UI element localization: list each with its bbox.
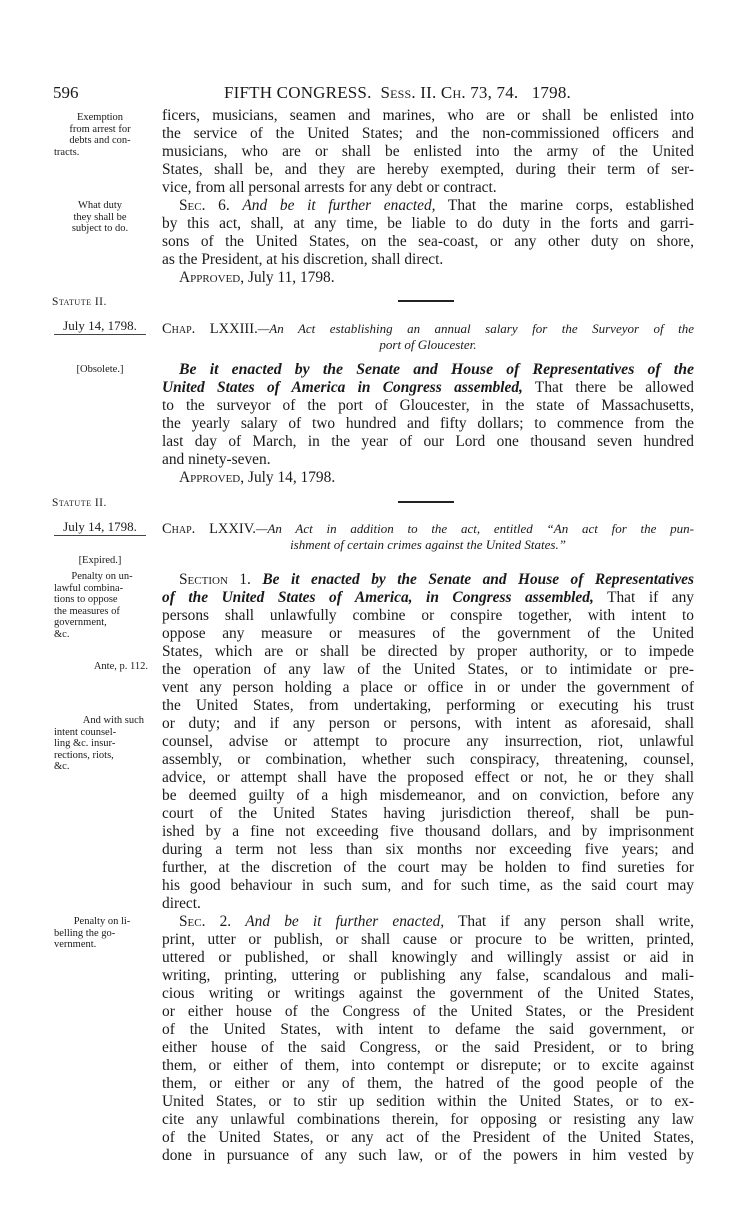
text-line: States, shall be, and they are hereby exempted, during their term of ser- xyxy=(162,161,694,178)
text-line: the yearly salary of two hundred and fifty dollars; to commence from the xyxy=(162,415,694,432)
enacting-phrase: And be it further enacted, xyxy=(242,197,436,214)
margin-line: Exemption xyxy=(76,112,124,123)
page-header xyxy=(53,83,693,105)
statute-label xyxy=(52,297,148,309)
statute-label xyxy=(52,498,148,510)
text-line: writing, printing, uttering or publishing any false, scandalous and mali- xyxy=(162,967,694,984)
text-line: United States, or to stir up sedition within the United States, or to ex- xyxy=(162,1093,694,1110)
chapter-title: —An Act in addition to the act, entitled “An act for the pun- xyxy=(255,521,694,536)
margin-note-insurrections xyxy=(54,715,150,773)
status-note xyxy=(52,364,148,376)
chapter-label: Chap. xyxy=(162,321,196,337)
text-line: cious writing or writings against the government of the United States, xyxy=(162,985,694,1002)
chapter-date xyxy=(52,320,148,335)
enacting-phrase: of the United States of America, in Congress assembled, xyxy=(162,589,594,606)
running-head-year: 1798. xyxy=(531,83,571,102)
margin-line: tions to oppose xyxy=(54,594,118,605)
chapter-74-heading xyxy=(162,521,694,553)
margin-line: subject to do. xyxy=(71,223,129,234)
text-line: ficers, musicians, seamen and marines, who are or shall be enlisted into xyxy=(162,107,694,124)
cross-reference-text: Ante, p. 112. xyxy=(93,661,148,672)
running-head-session: Sess. II. Ch. 73, 74. xyxy=(380,83,519,102)
date-underline xyxy=(54,535,146,536)
approved-line xyxy=(162,469,694,487)
margin-note-exemption xyxy=(52,112,148,158)
enacting-phrase: Be it enacted by the Senate and House of Representatives xyxy=(262,571,694,588)
text-line: or duty; and if any person or persons, with intent as aforesaid, shall xyxy=(162,715,694,732)
text-line: of the United States, or any act of the President of the United States, xyxy=(162,1129,694,1146)
section-label: Sec. 6. xyxy=(179,197,230,214)
margin-line: intent counsel- xyxy=(54,726,117,738)
text-line: done in pursuance of any such law, or of the powers in him vested by xyxy=(162,1147,694,1164)
margin-line: Penalty on li- xyxy=(73,916,131,927)
section-6-first-line xyxy=(162,197,694,215)
text-line: vice, from all personal arrests for any debt or contract. xyxy=(162,179,497,196)
status-text: [Expired.] xyxy=(78,555,122,566)
enacting-phrase: And be it further enacted, xyxy=(245,913,445,930)
text-line: during a term not less than six months nor exceeding five years; and xyxy=(162,841,694,858)
text-line: and ninety-seven. xyxy=(162,451,271,468)
margin-line: from arrest for xyxy=(69,123,131,135)
margin-line: And with such xyxy=(82,715,144,726)
chapter-date xyxy=(52,521,148,536)
margin-line: government, xyxy=(54,617,107,628)
section-label: Sec. 2. xyxy=(179,913,232,930)
margin-line: lawful combina- xyxy=(54,582,124,594)
chapter-title-cont: ishment of certain crimes against the United States.” xyxy=(290,537,566,552)
statute-text: Statute II. xyxy=(52,296,107,308)
status-text: [Obsolete.] xyxy=(76,364,124,375)
text-line: States, which are or shall be directed by proper authority, or to impede xyxy=(162,643,694,660)
date-text: July 14, 1798. xyxy=(63,318,137,333)
text-line: uttered or published, or shall knowingly and willingly assist or aid in xyxy=(162,949,694,966)
section-1-second-line xyxy=(162,589,694,607)
text-line: direct. xyxy=(162,895,201,912)
text-line: his good behaviour in such sum, and for such time, as the said court may xyxy=(162,877,694,894)
text-span: That the marine corps, established xyxy=(447,197,694,214)
text-line: as the President, at his discretion, shall direct. xyxy=(162,251,444,268)
text-span: That if any person shall write, xyxy=(457,913,695,930)
chapter-title-cont: port of Gloucester. xyxy=(379,337,477,352)
margin-line: &c. xyxy=(54,761,70,772)
enacting-clause: Be it enacted by the Senate and House of Representatives of the xyxy=(179,361,694,378)
margin-line: Penalty on un- xyxy=(71,571,133,582)
text-line: cite any unlawful combinations therein, for opposing or resisting any law xyxy=(162,1111,694,1128)
approved-label: Approved, xyxy=(179,469,245,486)
margin-line: they shall be xyxy=(73,211,127,223)
chapter-number: LXXIV. xyxy=(209,521,256,537)
section-divider xyxy=(398,300,454,302)
section-2-first-line xyxy=(162,913,694,931)
margin-line: &c. xyxy=(54,628,70,640)
text-line: of the United States, with intent to defame the said government, or xyxy=(162,1021,694,1038)
text-line: assembly, or combination, whether such conspiracy, threatening, counsel, xyxy=(162,751,694,768)
text-line: or either house of the Congress of the United States, or the President xyxy=(162,1003,694,1020)
approved-date: July 11, 1798. xyxy=(247,269,335,286)
margin-note-unlawful-combinations xyxy=(54,571,150,640)
approved-date: July 14, 1798. xyxy=(247,469,336,486)
margin-line: the measures of xyxy=(54,605,120,617)
margin-line: vernment. xyxy=(54,939,97,950)
text-span: That if any xyxy=(607,589,694,606)
text-line: the United States, from undertaking, performing or executing his trust xyxy=(162,697,694,714)
margin-line: belling the go- xyxy=(54,927,116,939)
text-line: be deemed guilty of a high misdemeanor, and on conviction, before any xyxy=(162,787,694,804)
text-line: them, or either of them, into contempt or disrepute; or to excite against xyxy=(162,1057,694,1074)
margin-line: tracts. xyxy=(54,146,80,158)
text-line: advice, or attempt shall have the proposed effect or not, he or they shall xyxy=(162,769,694,786)
date-underline xyxy=(54,334,146,335)
margin-note-libelling xyxy=(54,916,150,951)
chapter-title: —An Act establishing an annual salary for the Surveyor of the xyxy=(257,321,695,336)
section-divider xyxy=(398,501,454,503)
margin-cross-reference xyxy=(52,661,148,673)
chapter-73-heading xyxy=(162,321,694,353)
chapter-number: LXXIII. xyxy=(209,321,258,337)
text-line: by this act, shall, at any time, be liable to do duty in the forts and garri- xyxy=(162,215,694,232)
text-line: counsel, advise or attempt to procure any insurrection, riot, unlawful xyxy=(162,733,694,750)
chapter-label: Chap. xyxy=(162,521,196,537)
margin-line: rections, riots, xyxy=(54,749,114,761)
enacting-phrase: United States of America in Congress assembled, xyxy=(162,379,523,396)
running-head-congress: FIFTH CONGRESS. xyxy=(224,83,372,102)
approved-label: Approved, xyxy=(179,269,245,286)
status-note xyxy=(52,555,148,567)
page-number: 596 xyxy=(53,83,79,102)
margin-line: What duty xyxy=(77,200,123,211)
section-label: Section 1. xyxy=(179,571,251,588)
running-head xyxy=(224,83,571,103)
section-1-first-line xyxy=(162,571,694,589)
text-line: the operation of any law of the United States, or to intimidate or pre- xyxy=(162,661,694,678)
text-line: oppose any measure or measures of the government of the United xyxy=(162,625,694,642)
text-span: That there be allowed xyxy=(534,379,694,396)
text-line: them, or either or any of them, the hatred of the good people of the xyxy=(162,1075,694,1092)
enacting-clause-cont xyxy=(162,379,694,397)
text-line: print, utter or publish, or shall cause or procure to be written, printed, xyxy=(162,931,694,948)
margin-note-duty xyxy=(52,200,148,235)
text-line: to the surveyor of the port of Gloucester, in the state of Massachusetts, xyxy=(162,397,694,414)
margin-line: debts and con- xyxy=(69,135,131,146)
text-line: last day of March, in the year of our Lord one thousand seven hundred xyxy=(162,433,694,450)
text-line: ished by a fine not exceeding five thousand dollars, and by imprisonment xyxy=(162,823,694,840)
text-line: musicians, who are or shall be enlisted into the army of the United xyxy=(162,143,694,160)
statute-text: Statute II. xyxy=(52,497,107,509)
approved-line xyxy=(162,269,694,287)
text-line: the service of the United States; and the non-commissioned officers and xyxy=(162,125,694,142)
text-line: either house of the said Congress, or the said President, or to bring xyxy=(162,1039,694,1056)
text-line: court of the United States having jurisdiction thereof, shall be pun- xyxy=(162,805,694,822)
margin-line: ling &c. insur- xyxy=(54,738,116,749)
text-line: persons shall unlawfully combine or conspire together, with intent to xyxy=(162,607,694,624)
text-line: sons of the United States, on the sea-coast, or any other duty on shore, xyxy=(162,233,694,250)
text-line: further, at the discretion of the court may be holden to find sureties for xyxy=(162,859,694,876)
date-text: July 14, 1798. xyxy=(63,519,137,534)
text-line: vent any person holding a place or office in or under the government of xyxy=(162,679,694,696)
